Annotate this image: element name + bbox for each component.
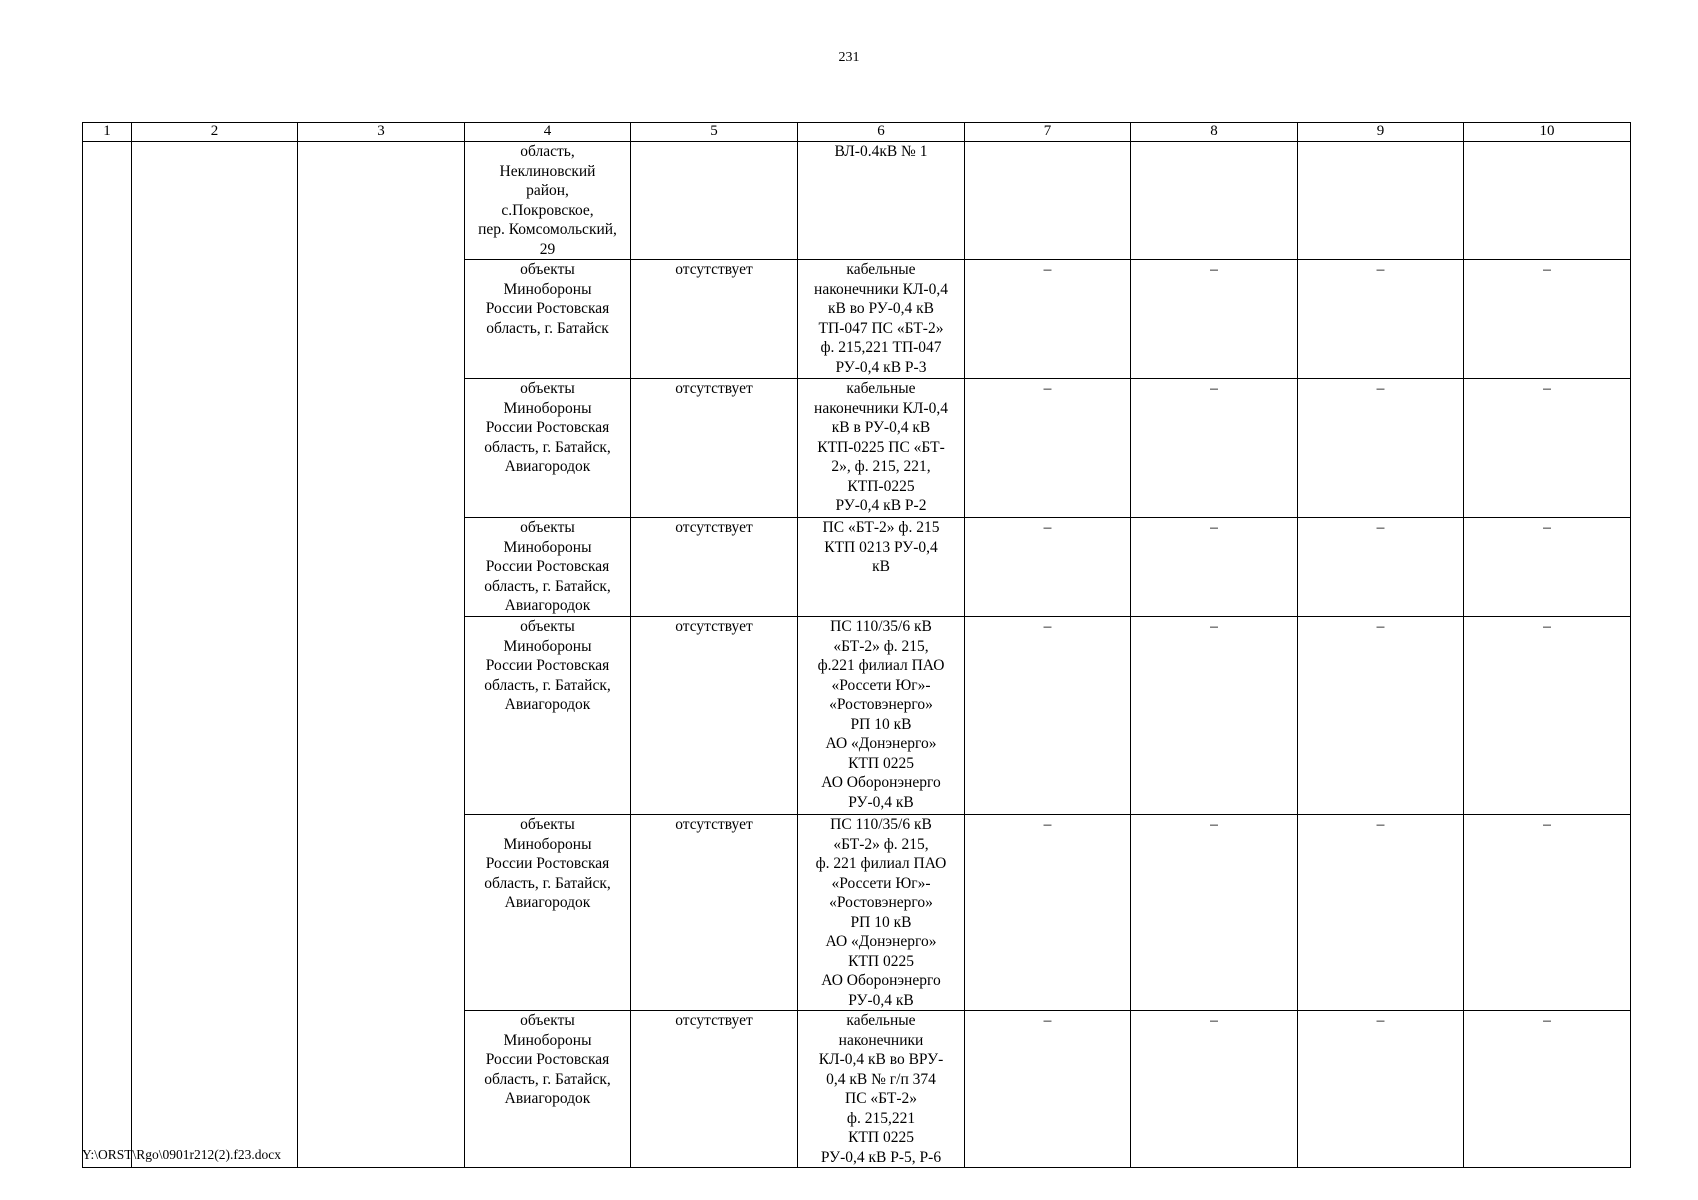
- connection-point-cell: [798, 617, 965, 815]
- footer-file-path: Y:\ORST\Rgo\0901r212(2).f23.docx: [82, 1147, 281, 1162]
- location-cell: [465, 518, 631, 617]
- header-cell: 9: [1298, 123, 1464, 142]
- status-cell: [631, 617, 798, 815]
- value-cell: –: [1298, 518, 1464, 617]
- value-cell: –: [965, 815, 1131, 1011]
- value-cell: –: [1131, 518, 1298, 617]
- value-cell: –: [965, 260, 1131, 379]
- connection-point-text: кабельные наконечники КЛ-0,4 кВ во РУ-0,4 кВ ТП-047 ПС «БТ-2» ф. 215,221 ТП-047 РУ-0,4 кВ Р-3: [814, 261, 948, 376]
- value-cell: –: [1464, 260, 1631, 379]
- value-cell: –: [1131, 379, 1298, 518]
- header-cell: 7: [965, 123, 1131, 142]
- status-text: отсутствует: [675, 519, 753, 536]
- location-cell: [465, 617, 631, 815]
- location-cell: [465, 379, 631, 518]
- value-cell: –: [1298, 260, 1464, 379]
- location-text: объекты Минобороны России Ростовская область, г. Батайск, Авиагородок: [484, 816, 611, 911]
- value-cell: –: [1131, 815, 1298, 1011]
- status-cell: [631, 260, 798, 379]
- header-cell: 5: [631, 123, 798, 142]
- location-cell: [465, 142, 631, 260]
- value-cell: –: [1298, 379, 1464, 518]
- status-cell: [631, 815, 798, 1011]
- connection-point-cell: [798, 379, 965, 518]
- value-cell: –: [1298, 617, 1464, 815]
- value-cell: [1464, 142, 1631, 260]
- connection-point-text: ПС 110/35/6 кВ «БТ-2» ф. 215, ф. 221 филиал ПАО «Россети Юг»- «Ростовэнерго» РП 10 кВ АО «Донэнерго» КТП 0225 АО Оборонэнерго РУ-0,4 кВ: [815, 816, 947, 1009]
- value-cell: –: [1464, 518, 1631, 617]
- status-text: отсутствует: [675, 261, 753, 278]
- value-cell: –: [965, 379, 1131, 518]
- location-cell: [465, 815, 631, 1011]
- connection-point-cell: [798, 142, 965, 260]
- table-row: [83, 142, 1631, 260]
- connection-point-cell: [798, 1011, 965, 1168]
- header-cell: 4: [465, 123, 631, 142]
- value-cell: –: [1131, 260, 1298, 379]
- table-header-row: [83, 123, 1631, 142]
- location-text: объекты Минобороны России Ростовская область, г. Батайск: [485, 261, 610, 337]
- connection-point-text: ПС «БТ-2» ф. 215 КТП 0213 РУ-0,4 кВ: [822, 519, 940, 575]
- connection-point-cell: [798, 260, 965, 379]
- status-text: отсутствует: [675, 1012, 753, 1029]
- value-cell: [1131, 142, 1298, 260]
- location-text: объекты Минобороны России Ростовская область, г. Батайск, Авиагородок: [484, 519, 611, 614]
- location-text: объекты Минобороны России Ростовская область, г. Батайск, Авиагородок: [484, 618, 611, 713]
- value-cell: –: [1464, 379, 1631, 518]
- value-cell: [965, 142, 1131, 260]
- page-number: 231: [838, 50, 860, 65]
- header-cell: 3: [298, 123, 465, 142]
- merged-cell-col2: [132, 142, 298, 1168]
- header-cell: 2: [132, 123, 298, 142]
- connection-point-text: кабельные наконечники КЛ-0,4 кВ во ВРУ- 0,4 кВ № г/п 374 ПС «БТ-2» ф. 215,221 КТП 0225 РУ-0,4 кВ Р-5, Р-6: [818, 1012, 944, 1166]
- value-cell: –: [965, 617, 1131, 815]
- connection-point-text: ВЛ-0.4кВ № 1: [834, 143, 928, 160]
- value-cell: –: [1298, 815, 1464, 1011]
- value-cell: –: [1464, 1011, 1631, 1168]
- status-cell: [631, 518, 798, 617]
- status-text: отсутствует: [675, 816, 753, 833]
- connection-point-text: кабельные наконечники КЛ-0,4 кВ в РУ-0,4 кВ КТП-0225 ПС «БТ- 2», ф. 215, 221, КТП-0225 РУ-0,4 кВ Р-2: [814, 380, 948, 514]
- status-cell: [631, 1011, 798, 1168]
- header-cell: 10: [1464, 123, 1631, 142]
- header-cell: 1: [83, 123, 132, 142]
- status-text: отсутствует: [675, 380, 753, 397]
- value-cell: –: [965, 518, 1131, 617]
- location-cell: [465, 260, 631, 379]
- location-text: объекты Минобороны России Ростовская область, г. Батайск, Авиагородок: [484, 380, 611, 475]
- status-cell: [631, 379, 798, 518]
- status-cell: [631, 142, 798, 260]
- value-cell: –: [1298, 1011, 1464, 1168]
- location-text: область, Неклиновский район, с.Покровское, пер. Комсомольский, 29: [478, 143, 617, 258]
- location-cell: [465, 1011, 631, 1168]
- data-table: [82, 122, 1631, 1168]
- header-cell: 6: [798, 123, 965, 142]
- connection-point-cell: [798, 518, 965, 617]
- value-cell: –: [1464, 815, 1631, 1011]
- value-cell: –: [965, 1011, 1131, 1168]
- location-text: объекты Минобороны России Ростовская область, г. Батайск, Авиагородок: [484, 1012, 611, 1107]
- merged-cell-col1: [83, 142, 132, 1168]
- value-cell: –: [1131, 617, 1298, 815]
- merged-cell-col3: [298, 142, 465, 1168]
- value-cell: [1298, 142, 1464, 260]
- status-text: отсутствует: [675, 618, 753, 635]
- header-cell: 8: [1131, 123, 1298, 142]
- value-cell: –: [1131, 1011, 1298, 1168]
- value-cell: –: [1464, 617, 1631, 815]
- connection-point-text: ПС 110/35/6 кВ «БТ-2» ф. 215, ф.221 филиал ПАО «Россети Юг»- «Ростовэнерго» РП 10 кВ АО «Донэнерго» КТП 0225 АО Оборонэнерго РУ-0,4 кВ: [817, 618, 945, 811]
- connection-point-cell: [798, 815, 965, 1011]
